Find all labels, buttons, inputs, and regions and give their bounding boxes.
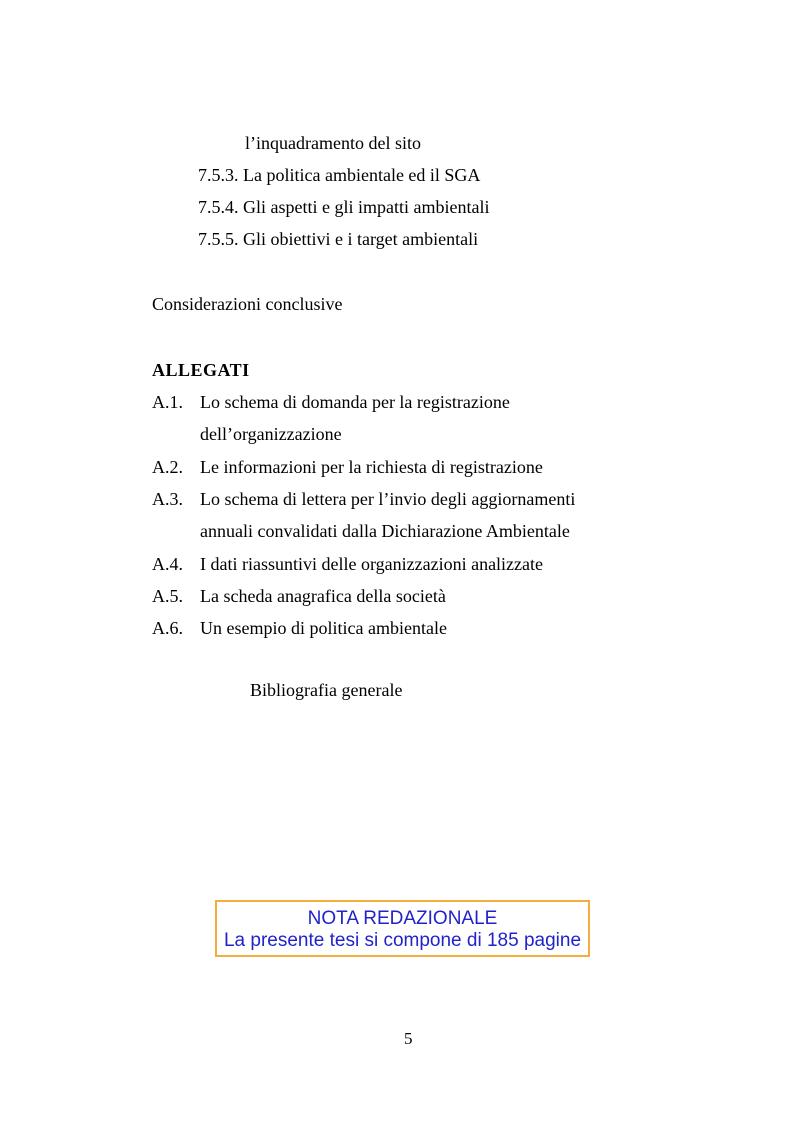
toc-continuation-line: l’inquadramento del sito [245,133,421,153]
allegati-item-text: Lo schema di domanda per la registrazione [200,392,510,412]
toc-item-7-5-4: 7.5.4. Gli aspetti e gli impatti ambientali [198,197,490,217]
allegati-item-text: La scheda anagrafica della società [200,586,446,606]
allegati-item-text: Lo schema di lettera per l’invio degli aggiornamenti [200,489,576,509]
editorial-note-body: La presente tesi si compone di 185 pagine [223,930,582,951]
allegati-item-label: A.3. [152,489,183,509]
editorial-note-title: NOTA REDAZIONALE [307,908,498,929]
allegati-item-text: annuali convalidati dalla Dichiarazione Ambientale [200,521,570,541]
allegati-item-label: A.4. [152,554,183,574]
allegati-item-label: A.6. [152,618,183,638]
allegati-item-label: A.2. [152,457,183,477]
allegati-item-text: I dati riassuntivi delle organizzazioni analizzate [200,554,544,574]
toc-item-7-5-5: 7.5.5. Gli obiettivi e i target ambientali [198,229,479,249]
allegati-item-a5 [152,585,446,607]
allegati-item-a6 [152,617,447,639]
allegati-item-a2 [152,456,543,478]
allegati-heading: ALLEGATI [152,360,250,380]
allegati-item-a3-continuation [152,520,570,542]
allegati-item-text: Le informazioni per la richiesta di registrazione [200,457,543,477]
allegati-item-text: dell’organizzazione [200,424,342,444]
toc-item-7-5-3: 7.5.3. La politica ambientale ed il SGA [198,165,481,185]
allegati-item-text: Un esempio di politica ambientale [200,618,447,638]
page-number: 5 [404,1029,413,1048]
allegati-item-label: A.5. [152,586,183,606]
allegati-item-a3 [152,488,575,510]
editorial-note-box [215,900,590,957]
allegati-item-label: A.1. [152,392,183,412]
conclusions-heading: Considerazioni conclusive [152,294,343,314]
allegati-item-a1-continuation [152,423,342,445]
allegati-item-a4 [152,553,543,575]
allegati-item-a1 [152,391,510,413]
bibliography-heading: Bibliografia generale [250,680,403,700]
